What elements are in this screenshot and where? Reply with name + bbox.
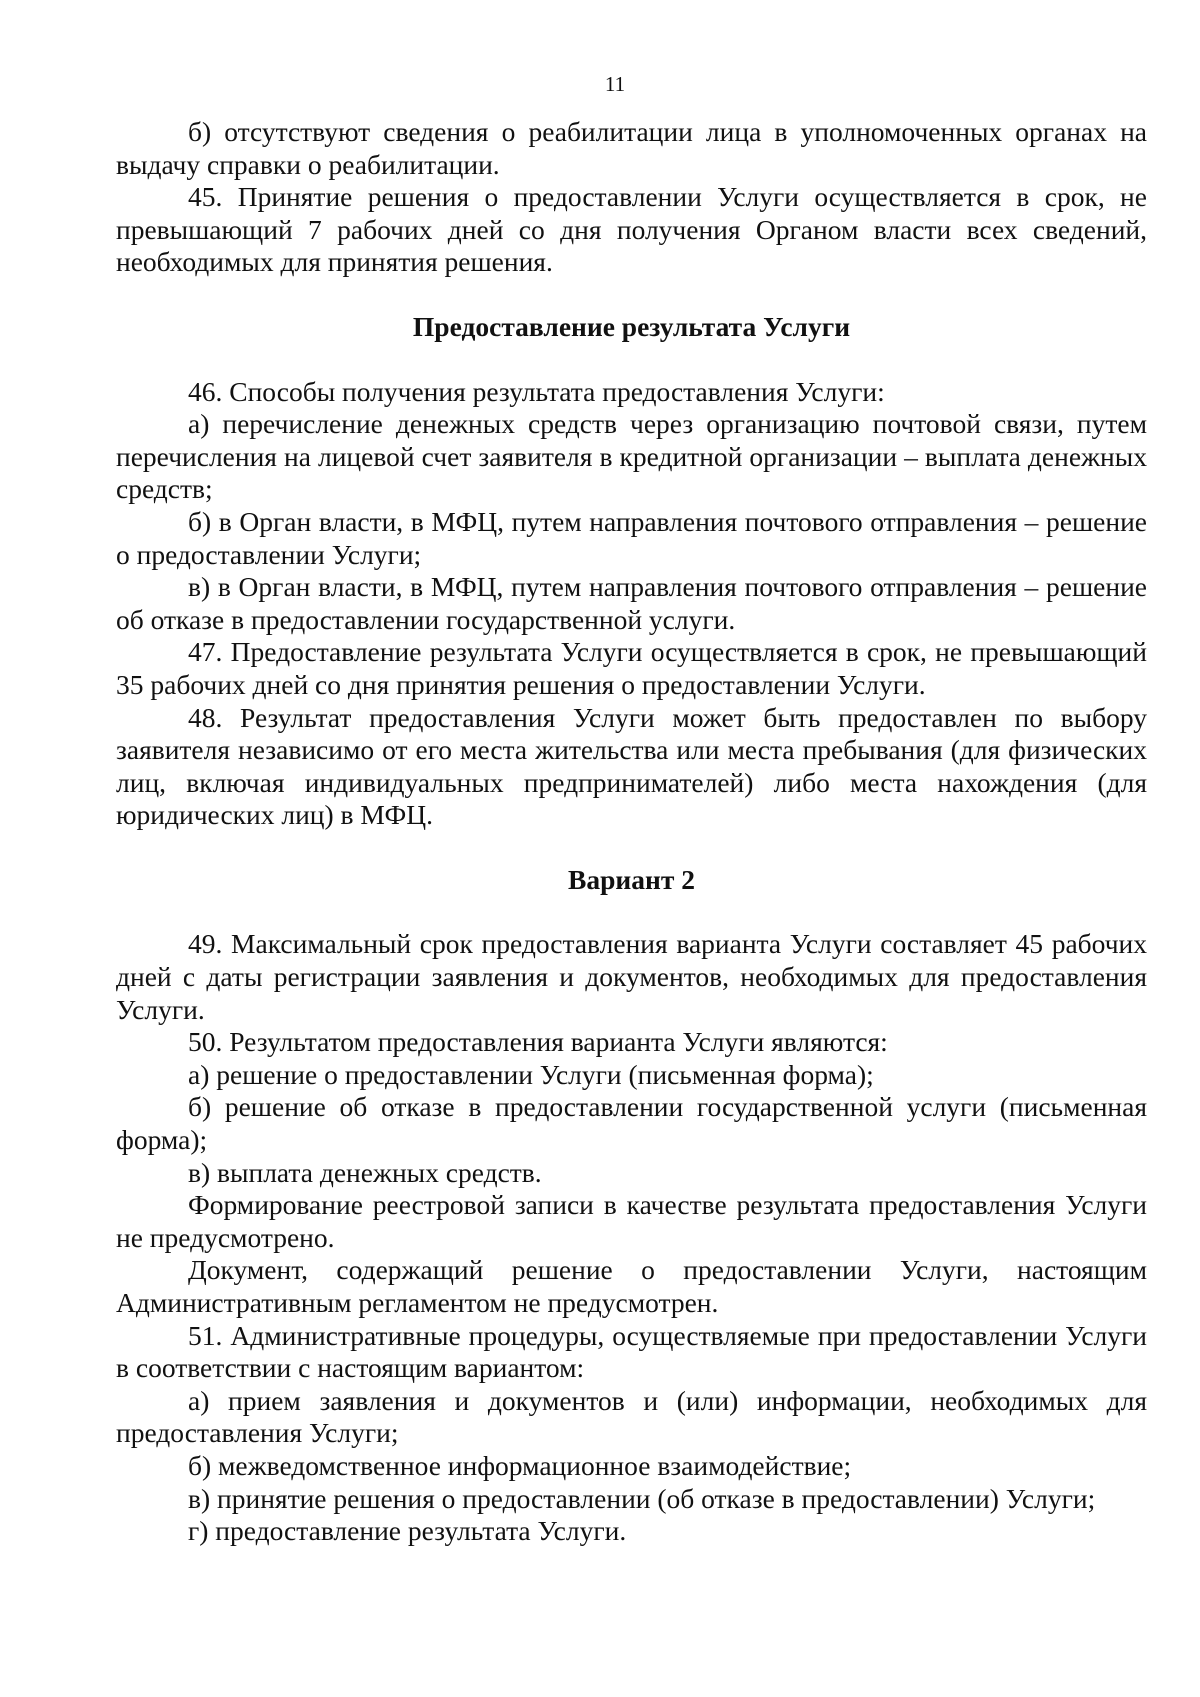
paragraph-50b: б) решение об отказе в предоставлении государственной услуги (письменная форма); — [116, 1091, 1147, 1156]
paragraph-50v: в) выплата денежных средств. — [188, 1156, 542, 1188]
paragraph-46a: а) перечисление денежных средств через организацию почтовой связи, путем перечисления на лицевой счет заявителя в кредитной организации – выплата денежных средств; — [116, 408, 1147, 505]
paragraph-46: 46. Способы получения результата предоставления Услуги: — [188, 375, 885, 407]
paragraph-decision-document: Документ, содержащий решение о предоставлении Услуги, настоящим Административным регламентом не предусмотрен. — [116, 1254, 1147, 1318]
page-number: 11 — [604, 72, 626, 96]
paragraph-46b: б) в Орган власти, в МФЦ, путем направления почтового отправления – решение о предоставлении Услуги; — [116, 505, 1147, 570]
paragraph-51a: а) прием заявления и документов и (или) информации, необходимых для предоставления Услуги; — [116, 1384, 1147, 1449]
paragraph-45: 45. Принятие решения о предоставлении Услуги осуществляется в срок, не превышающий 7 рабочих дней со дня получения Органом власти всех сведений, необходимых для принятия решения. — [116, 181, 1147, 278]
document-body — [116, 116, 1147, 1548]
paragraph-registry-record: Формирование реестровой записи в качестве результата предоставления Услуги не предусмотрено. — [116, 1189, 1147, 1253]
paragraph-51: 51. Административные процедуры, осуществляемые при предоставлении Услуги в соответствии с настоящим вариантом: — [116, 1319, 1147, 1384]
paragraph-51g: г) предоставление результата Услуги. — [188, 1515, 627, 1547]
paragraph-50a: а) решение о предоставлении Услуги (письменная форма); — [188, 1058, 874, 1090]
paragraph-6b-continuation: б) отсутствуют сведения о реабилитации лица в уполномоченных органах на выдачу справки о реабилитации. — [116, 116, 1147, 180]
paragraph-48: 48. Результат предоставления Услуги может быть предоставлен по выбору заявителя независимо от его места жительства или места пребывания (для физических лиц, включая индивидуальных предпринимателей) либо места нахождения (для юридических лиц) в МФЦ. — [116, 701, 1147, 831]
paragraph-51v: в) принятие решения о предоставлении (об отказе в предоставлении) Услуги; — [188, 1482, 1096, 1514]
section-heading-variant-2: Вариант 2 — [568, 863, 695, 895]
paragraph-50: 50. Результатом предоставления варианта Услуги являются: — [188, 1026, 888, 1058]
paragraph-46v: в) в Орган власти, в МФЦ, путем направления почтового отправления – решение об отказе в предоставлении государственной услуги. — [116, 571, 1147, 635]
paragraph-49: 49. Максимальный срок предоставления варианта Услуги составляет 45 рабочих дней с даты регистрации заявления и документов, необходимых для предоставления Услуги. — [116, 928, 1147, 1025]
section-heading-result: Предоставление результата Услуги — [412, 310, 851, 342]
paragraph-47: 47. Предоставление результата Услуги осуществляется в срок, не превышающий 35 рабочих дней со дня принятия решения о предоставлении Услуги. — [116, 636, 1147, 700]
paragraph-51b: б) межведомственное информационное взаимодействие; — [188, 1449, 852, 1481]
